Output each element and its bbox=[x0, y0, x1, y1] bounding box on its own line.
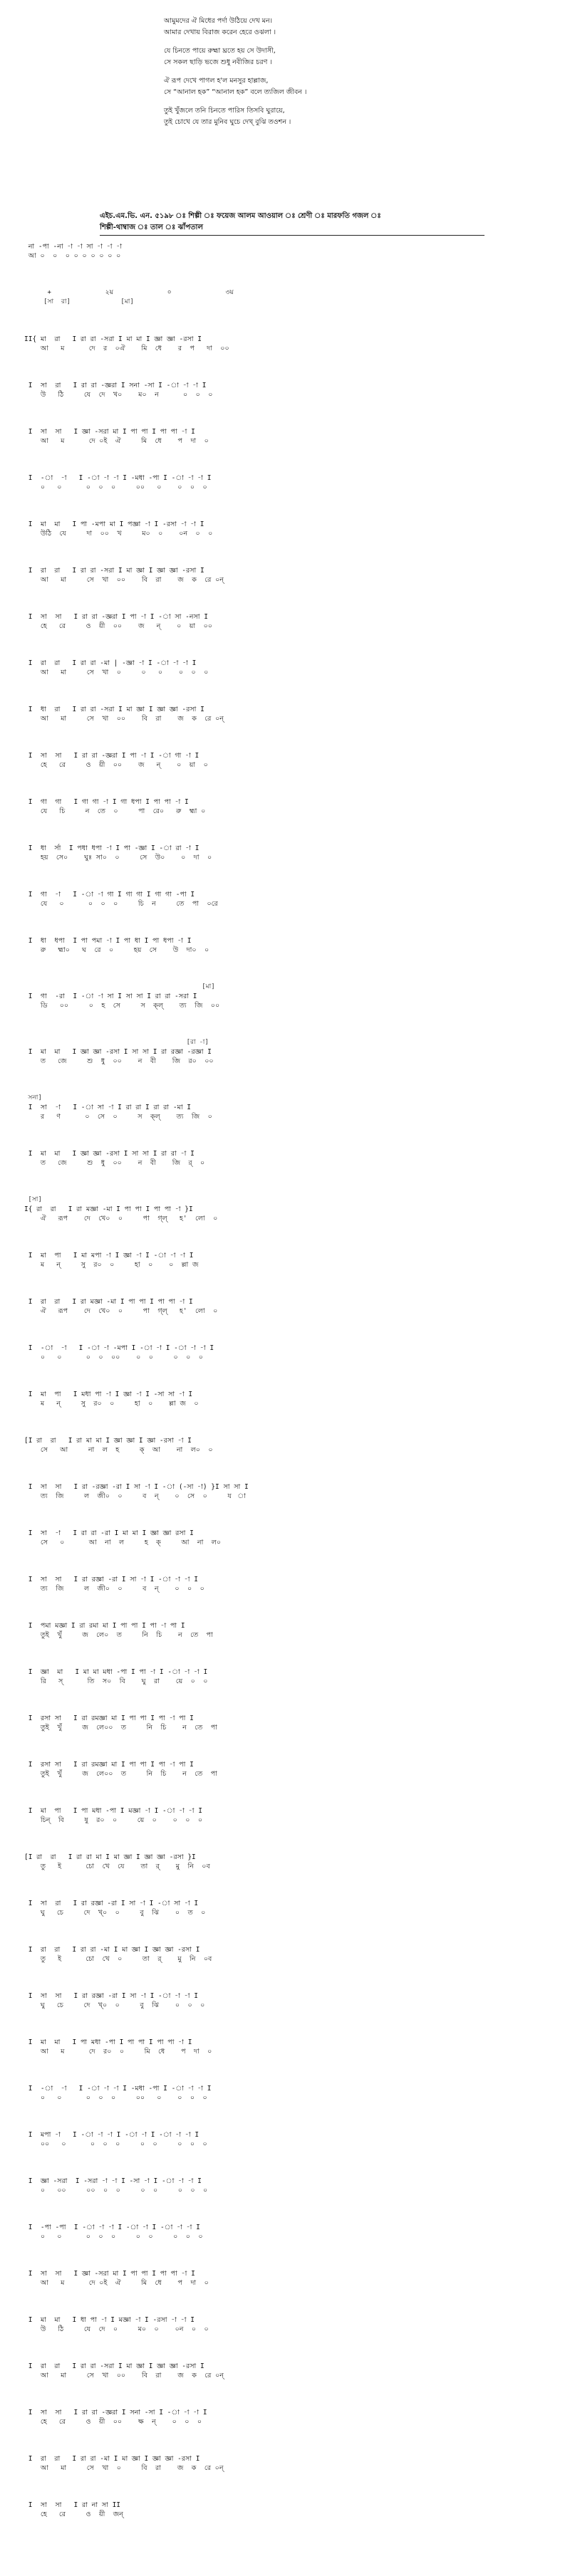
notation-sargam-row: [I রা রা I রা মা মা I জ্ঞা জ্ঞা I জ্ঞা -রসা -া I bbox=[24, 1437, 192, 1445]
poem-line: সে “আনাল হক” “আনাল হক” বলে ত্যজিল জীবন । bbox=[164, 88, 307, 96]
notation-meend-row: সনা] bbox=[24, 1094, 42, 1101]
notation-sargam-row: I -া -া I -া -া -মপা I -া -া I -া -া -া I bbox=[24, 1344, 214, 1352]
notation-lyric-row: ০ ০ ০ ০ ০ ০ ০ ০ ০ ০ bbox=[24, 2233, 203, 2241]
notation-sargam-row: I রা রা I রা রা -মা I মা জ্ঞা I জ্ঞা জ্ঞা -রসা I bbox=[24, 1946, 200, 1954]
notation-block bbox=[24, 890, 551, 909]
notation-lyric-row: ঐ রূপ দে খে০ ০ পা গ্ল্ হ' লো ০ bbox=[24, 1307, 218, 1315]
notation-block bbox=[24, 1251, 551, 1269]
notation-lyric-row: ঐ রূপ দে খে০ ০ পা গ্ল্ হ' লো ০ bbox=[24, 1215, 218, 1222]
notation-block bbox=[24, 1621, 551, 1640]
notation-sargam-row: I সা সা I রা রা -জ্ঞরা I পা -া I -া গা -া I bbox=[24, 752, 200, 760]
notation-block bbox=[24, 1297, 551, 1316]
notation-lyric-row: রি স্ তি স০ বি ঘু রা য়ে ০ ০ bbox=[24, 1677, 208, 1685]
song-info-line-1: এইচ.এম.ভি. এন. ৫১৯৮ ঃ শিল্পী ঃ ফয়েজ আলম আওয়াল ঃ শ্রেণী ঃ মারফতি গজল ঃ bbox=[100, 212, 381, 220]
notation-lyric-row: তুই খুঁ জ লে০০ ত নি চি ন তে পা bbox=[24, 1724, 217, 1732]
notation-block bbox=[24, 2315, 551, 2334]
notation-block bbox=[24, 2084, 551, 2103]
notation-block bbox=[24, 936, 551, 955]
notation-block bbox=[24, 2038, 551, 2056]
notation-sargam-row: I সা সা I রা রজ্ঞা -রা I সা -া I -া -া -া I bbox=[24, 1576, 198, 1583]
notation-meend-row: [মা] bbox=[24, 983, 215, 990]
notation-sargam-row: I সা রা I রা রজ্ঞা -রা I সা -া I -া সা -া I bbox=[24, 1900, 199, 1907]
notation-block bbox=[24, 1195, 551, 1223]
notation-lyric-row: হে রে ও য়ী জন্ bbox=[24, 2510, 123, 2518]
notation-sargam-row: I সা সা I রা রা -জ্ঞরা I সনা -সা I -া -া -া I bbox=[24, 2409, 207, 2417]
notation-sargam-row: I সা -া I -া সা -া I রা রা I রা রা -মা I bbox=[24, 1104, 192, 1111]
notation-lyric-row: ত জে শু ধু ০০ ন বী জি র্ ০ bbox=[24, 1159, 205, 1167]
notation-block bbox=[24, 1575, 551, 1593]
notation-sargam-row: I রা রা I রা রা -সরা I মা জ্ঞা I জ্ঞা জ্ঞা -রসা I bbox=[24, 2362, 204, 2370]
notation-block bbox=[24, 2454, 551, 2473]
notation-sargam-row: I মা মা I পা মধা -পা I পা পা I পা পা -া I bbox=[24, 2038, 192, 2046]
notation-block bbox=[24, 566, 551, 585]
notation-block bbox=[24, 2269, 551, 2288]
notation-lyric-row: আ ম দে র ০ঐ মি ধে র প দা ০০ bbox=[24, 345, 229, 352]
notation-block bbox=[24, 1094, 551, 1121]
notation-lyric-row: তু ই চো খে যে তা র্ মু নি ০ব bbox=[24, 1863, 210, 1870]
notation-sargam-row: I মা পা I মা মপা -া I জ্ঞা -া I -া -া -া I bbox=[24, 1252, 194, 1260]
notation-block bbox=[24, 797, 551, 816]
notation-sargam-row: I গা গা I গা গা -া I গা ধপা I পা পা -া I bbox=[24, 798, 189, 806]
notation-meend-row: [সা] bbox=[24, 1196, 42, 1203]
notation-sargam-row: I সা রা I রা রা -জ্ঞরা I সনা -সা I -া -া -া I bbox=[24, 382, 207, 389]
notation-sargam-row: II{ মা রা I রা রা -সরা I মা মা I জ্ঞা জ্ঞা -রসা I bbox=[24, 335, 202, 343]
notation-block bbox=[24, 1529, 551, 1547]
notation-block bbox=[24, 2501, 551, 2519]
notation-block bbox=[24, 1482, 551, 1501]
poem-stanza-gap bbox=[164, 98, 463, 105]
notation-block bbox=[24, 427, 551, 446]
notation-sargam-row: I মা মা I জ্ঞা জ্ঞা -রসা I সা সা I রা রজ্ঞা -রজ্ঞা I bbox=[24, 1048, 212, 1056]
notation-block bbox=[24, 2130, 551, 2149]
notation-sargam-row: I গা -রা I -া -া সা I সা সা I রা রা -সরা I bbox=[24, 993, 197, 1000]
poem-lines bbox=[164, 16, 463, 128]
notation-block bbox=[24, 1899, 551, 1917]
notation-meend-row: [সা রা] [মা] bbox=[24, 298, 134, 305]
notation-sargam-row: I জ্ঞা মা I মা মা মধা -পা I পা -া I -া -া -া I bbox=[24, 1668, 208, 1676]
notation-sargam-row: I ধা র্সা I পধা ধপা -া I পা -জ্ঞা I -া রা -া I bbox=[24, 844, 200, 852]
notation-lyric-row: যে ০ ০ ০ ০ চি ন তে পা ০রে bbox=[24, 900, 218, 908]
notation-block bbox=[24, 2177, 551, 2195]
notation-lyric-row: আ ম দে ০ই ঐ মি ধে প দা ০ bbox=[24, 437, 209, 445]
notation-block bbox=[24, 705, 551, 723]
notation-block bbox=[24, 520, 551, 538]
notation-lyric-row: ঘু চে দে খ্০ ০ বু ঝি ০ ০ ০ bbox=[24, 2001, 205, 2009]
notation-block bbox=[24, 2408, 551, 2426]
notation-lyric-row: সে আ না ল হ ক্ আ না ল০ ০ bbox=[24, 1446, 213, 1454]
notation-sargam-row: I ধা ধপা I পা পমা -া I পা ধা I পা ধপা -া I bbox=[24, 937, 192, 945]
notation-sargam-row: I সা সা I রা রা -জ্ঞরা I পা -া I -া সা -নসা I bbox=[24, 613, 208, 621]
notation-sargam-row: I -া -া I -া -া -া I -মধা -পা I -া -া -া I bbox=[24, 474, 212, 482]
notation-lyric-row: তুই খুঁ জ লে০ ত নি চি ন তে পা bbox=[24, 1631, 213, 1639]
divider bbox=[100, 235, 484, 236]
notation-sargam-row: I গা -া I -া -া গা I গা গা I গা গা -পা I bbox=[24, 891, 195, 899]
notation-sargam-row: I ধা রা I রা রা -সরা I মা জ্ঞা I জ্ঞা জ্ঞা -রসা I bbox=[24, 706, 204, 713]
notation-sargam-row: I সা সা I রা না সা II bbox=[24, 2501, 121, 2509]
poem-line: আমার দেখায় বিরাজ করেন হেরে ওঝলা । bbox=[164, 28, 276, 36]
notation-sargam-row: I মা পা I মধা পা -া I জ্ঞা -া I -সা সা -া I bbox=[24, 1391, 193, 1398]
notation-block bbox=[24, 659, 551, 677]
notation-sargam-row: I সা সা I রা -রজ্ঞা -রা I সা -া I -া (-সা -া) }I সা সা I bbox=[24, 1483, 249, 1491]
notation-lyric-row: ডি ০০ ০ হ সে স ক্ল্ ত্য জি ০০ bbox=[24, 1002, 220, 1010]
notation-block bbox=[24, 751, 551, 770]
poem-line: সে সকল ছাড়ি ভজে শুধু নবীজির চরণ । bbox=[164, 58, 272, 66]
notation-lyric-row: ০ ০ ০ ০ ০ ০০ ০ ০ ০ ০ bbox=[24, 483, 207, 491]
notation-lyric-row: চিন্ বি ষু র০ ০ য়ে ০ ০ ০ ০ bbox=[24, 1816, 203, 1824]
notation-block bbox=[24, 381, 551, 399]
notation-block bbox=[24, 1991, 551, 2010]
poem-stanza-gap bbox=[164, 68, 463, 75]
notation-sargam-row: I মা মা I পা -মপা মা I পজ্ঞা -া I -রসা -া -া I bbox=[24, 520, 204, 528]
notation-sargam-row: I সা সা I জ্ঞা -সরা মা I পা পা I পা পা -া I bbox=[24, 2270, 195, 2278]
notation-sargam-row: I রা রা I রা মজ্ঞা -মা I পা পা I পা পা -া I bbox=[24, 1298, 193, 1306]
notation-block bbox=[24, 288, 551, 307]
notation-lyric-row: উ ঠি যে দে খ০ ম০ ন ০ ০ ০ bbox=[24, 391, 213, 399]
notation-sargam-row: I -পা -পা I -া -া -া I -া -া I -া -া -া I bbox=[24, 2224, 200, 2231]
notation-sargam-row: I মা মা I ধা পা -া I মজ্ঞা -া I -রসা -া -া I bbox=[24, 2316, 195, 2324]
notation-sargam-row: I রা রা I রা রা -সরা I মা জ্ঞা I জ্ঞা জ্ঞা -রসা I bbox=[24, 567, 204, 575]
notation-sargam-row: I রা রা I রা রা -মা I মা জ্ঞা I জ্ঞা জ্ঞা -রসা I bbox=[24, 2455, 200, 2463]
poem-stanza-gap bbox=[164, 38, 463, 46]
notation-lyric-row: আ ম দে ০ই ঐ মি ধে প দা ০ bbox=[24, 2279, 209, 2287]
notation-sargam-row: I জ্ঞা -সরা I -সরা -া -া I -সা -া I -া -া -া I bbox=[24, 2177, 202, 2185]
poem-line: ঐ রূপ দেখে পাগল হ'ল মনসুর হাল্লাজ, bbox=[164, 77, 269, 85]
notation-sargam-row: I মপা -া I -া -া -া I -া -া I -া -া -া I bbox=[24, 2131, 200, 2139]
notation-lyric-row: ঘু চে দে খ্০ ০ বু ঝি ০ ত ০ bbox=[24, 1909, 206, 1917]
notation-tala-row: + ২য় ০ ৩য় bbox=[24, 289, 234, 296]
notation-lyric-row: ০ ০০ ০০ ০ ০ ০ ০ ০ ০ ০ bbox=[24, 2187, 208, 2194]
notation-sargam-row: I{ রা রা I রা মজ্ঞা -মা I পা পা I পা পা -া }I bbox=[24, 1205, 193, 1213]
notation-meend-row: [রা -া] bbox=[24, 1039, 209, 1046]
notation-lyric-row: সে ০ আ না ল হ ক্ আ না ল০ bbox=[24, 1539, 222, 1546]
notation-lyric-row: আ মা সে খা ০০ বি রা জ ক রে ০ন্ bbox=[24, 715, 224, 723]
notation-sargam-row: I রা রা I রা রা -মা | -জ্ঞা -া I -া -া -া I bbox=[24, 659, 197, 667]
notation-lyric-row: ত্য জি ল জী০ ০ ব ন্ ০ ০ ০ bbox=[24, 1585, 204, 1593]
notation-sargam-row: না -পা -না -া -া সা -া -া -া bbox=[24, 243, 123, 251]
notation-sargam-row: I সা সা I রা রজ্ঞা -রা I সা -া I -া -া -া I bbox=[24, 1992, 198, 2000]
notation-block bbox=[24, 242, 551, 261]
notation-sargam-row: I রসা সা I রা রমজ্ঞা মা I পা পা I পা -া পা I bbox=[24, 1761, 194, 1769]
notation-lyric-row: উঠি যে দা ০০ খ ম০ ০ ০ন ০ ০ bbox=[24, 530, 213, 538]
notation-lyric-row: আ ম দে র০ ০ মি ধে প দা ০ bbox=[24, 2048, 212, 2056]
notation-block bbox=[24, 473, 551, 492]
notation-lyric-row: হে রে ও য়ী ০০ ক্ষ ন্ ০ ০ ০ bbox=[24, 2418, 202, 2426]
notation-block bbox=[24, 1714, 551, 1732]
notation-lyric-row: ০ ০ ০ ০ ০ ০০ ০ ০ ০ ০ bbox=[24, 2094, 207, 2102]
notation-lyric-row: হে রে ও য়ী ০০ জ ন্ ০ য়া ০০ bbox=[24, 622, 212, 630]
notation-lyric-row: ম ন্ সু র০ ০ হা ০ ল্লা জ ০ bbox=[24, 1400, 199, 1408]
notation-block bbox=[24, 1945, 551, 1964]
poem-line: যে চিনতে পায়ে রুহ্মা ঘ্রতে হয় সে উদাসী, bbox=[164, 47, 276, 55]
notation-block bbox=[24, 1038, 551, 1066]
notation-lyric-row: তু ই চো খে ০ তা র্ মু নি ০ব bbox=[24, 1955, 212, 1963]
notation-sargam-row: I মা পা I পা মধা -পা I মজ্ঞা -া I -া -া -া I bbox=[24, 1807, 202, 1815]
notation-sargam-row: I সা সা I জ্ঞা -সরা মা I পা পা I পা পা -া I bbox=[24, 428, 195, 436]
notation-lyric-row: ত জে শু ধু ০০ ন বী জি র০ ০০ bbox=[24, 1057, 214, 1065]
notation-sargam-row: I -া -া I -া -া -া I -মধা -পা I -া -া -া I bbox=[24, 2085, 212, 2093]
notation-lyric-row: আ মা সে খা ০০ বি রা জ ক রে ০ন্ bbox=[24, 576, 224, 584]
notation-sargam-row: I পমা মজ্ঞা I রা রমা মা I পা পা I পা -া পা I bbox=[24, 1622, 185, 1630]
poem-line: তুই চোখে যে তার মুনিব ঘুচে দেখ্ বুঝি তওশন । bbox=[164, 118, 291, 126]
notation-block bbox=[24, 844, 551, 862]
notation-lyric-row: যে চি ন তে ০ পা রে০ রু হ্মা ০ bbox=[24, 807, 206, 815]
notation-block bbox=[24, 335, 551, 353]
notation-lyric-row: ত্য জি ল জী০ ০ ব ন্ ০ সে ০ য া bbox=[24, 1492, 246, 1500]
notation-lyric-row: আ মা সে খা ০০ বি রা জ ক রে ০ন্ bbox=[24, 2372, 224, 2379]
notation-lyric-row: রু হ্মা০ ঘ রে ০ হয় সে উ দা০ ০ bbox=[24, 946, 209, 954]
poem-line: তুই খুঁজলে তনি চিনতে পারিস তিসবি ঘুরায়ে, bbox=[164, 107, 285, 115]
notation-lyric-row: আ ০ ০ ০ ০ ০ ০ ০ ০ ০ bbox=[24, 252, 121, 260]
notation-lyric-row: উ ঠি যে দে ০ ম০ ০ ০ন ০ ০ bbox=[24, 2325, 209, 2333]
notation-block bbox=[24, 612, 551, 631]
notation-lyric-row: তুই খুঁ জ লে০০ ত নি চি ন তে পা bbox=[24, 1770, 217, 1778]
notation-lyric-row: আ মা সে খা ০ বি রা জ ক রে ০ন্ bbox=[24, 2464, 224, 2472]
notation-block bbox=[24, 1667, 551, 1686]
song-info-line-2: শিল্পী-থাম্বাজ ঃ তাল ঃ ঝাঁপতাল bbox=[100, 224, 203, 231]
notation-lyric-row: হে রে ও য়ী ০০ জ ন্ ০ য়া ০ bbox=[24, 761, 208, 769]
notation-sargam-row: [I রা রা I রা রা মা I মা জ্ঞা I জ্ঞা জ্ঞা -রসা }I bbox=[24, 1853, 196, 1861]
notation-block bbox=[24, 1390, 551, 1408]
song-info bbox=[100, 211, 484, 236]
notation-block bbox=[24, 983, 551, 1010]
notation-block bbox=[24, 1806, 551, 1825]
notation-block bbox=[24, 2223, 551, 2241]
poem-text bbox=[164, 16, 463, 128]
notation-lyric-row: র ণ ০ সে ০ স ক্ল্ ত্য জি ০ bbox=[24, 1113, 212, 1121]
notation-lyric-row: ম ন্ সু র০ ০ হা ০ ০ ল্লা জ bbox=[24, 1261, 199, 1269]
notation-block bbox=[24, 1344, 551, 1362]
notation-sargam-row: I রসা সা I রা রমজ্ঞা মা I পা পা I পা -া পা I bbox=[24, 1714, 194, 1722]
notation-block bbox=[24, 2362, 551, 2380]
poem-line: আমুমদের ঐ মিধের পর্দা উঠিয়ে দেখ মন। bbox=[164, 17, 273, 25]
notation-lyric-row: হয় সে০ ঘুঃ সা০ ০ সে উ০ ০ দা ০ bbox=[24, 854, 212, 862]
notation-sargam-row: I মা মা I জ্ঞা জ্ঞা -রসা I সা সা I রা রা -া I bbox=[24, 1150, 195, 1158]
notation-lyric-row: আ মা সে খা ০ ০ ০ ০ ০ ০ bbox=[24, 669, 209, 676]
notation-lyric-row: ০ ০ ০ ০ ০০ ০ ০ ০ ০ ০ bbox=[24, 1354, 203, 1361]
notation-block bbox=[24, 1760, 551, 1779]
notation-sargam-row: I সা -া I রা রা -রা I মা মা I জ্ঞা জ্ঞা রসা I bbox=[24, 1529, 194, 1537]
notation-score bbox=[24, 242, 551, 2547]
notation-block bbox=[24, 1149, 551, 1168]
notation-block bbox=[24, 1853, 551, 1871]
notation-lyric-row: ০০ ০ ০ ০ ০ ০ ০ ০ ০ ০ bbox=[24, 2140, 207, 2148]
notation-block bbox=[24, 1436, 551, 1455]
